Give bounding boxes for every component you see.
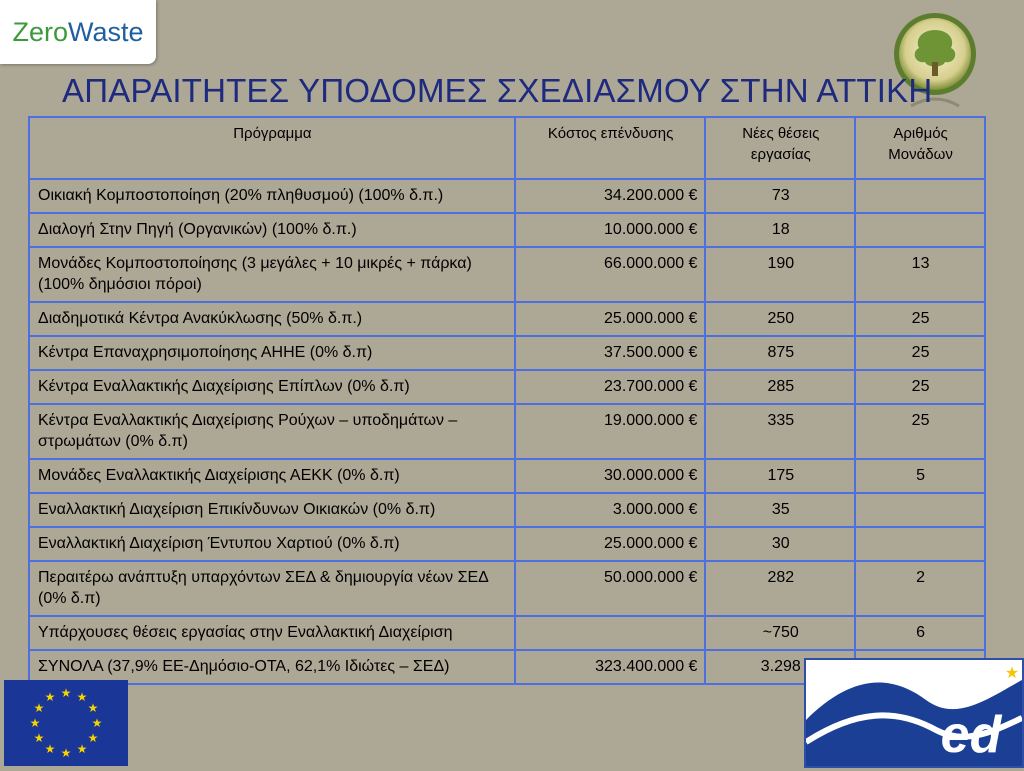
cell-cost: 19.000.000 € [515,404,706,459]
logo-zero-text: Zero [12,16,68,47]
cell-jobs: 73 [705,179,855,213]
cell-units: 25 [855,302,985,336]
med-logo-text: ed [940,706,1002,764]
svg-text:★: ★ [60,686,72,700]
table-row [29,561,985,616]
cell-units: 6 [855,616,985,650]
table-row [29,336,985,370]
svg-text:★: ★ [1004,663,1020,682]
table-row [29,404,985,459]
infrastructure-table [28,116,986,685]
cell-program: Κέντρα Εναλλακτικής Διαχείρισης Ρούχων – υποδημάτων – στρωμάτων (0% δ.π) [29,404,515,459]
header-program: Πρόγραμμα [29,117,515,179]
cell-units [855,213,985,247]
cell-cost: 66.000.000 € [515,247,706,302]
cell-cost: 37.500.000 € [515,336,706,370]
cell-program: ΣΥΝΟΛΑ (37,9% ΕΕ-Δημόσιο-ΟΤΑ, 62,1% Ιδιώτες – ΣΕΔ) [29,650,515,684]
cell-units: 25 [855,370,985,404]
cell-jobs: 3.298 [705,650,855,684]
header-units: Αριθμός Μονάδων [855,117,985,179]
cell-cost: 50.000.000 € [515,561,706,616]
table-row [29,302,985,336]
cell-program: Εναλλακτική Διαχείριση Έντυπου Χαρτιού (0% δ.π) [29,527,515,561]
svg-text:★: ★ [76,742,88,756]
cell-program: Κέντρα Επαναχρησιμοποίησης ΑΗΗΕ (0% δ.π) [29,336,515,370]
cell-cost [515,616,706,650]
cell-cost: 10.000.000 € [515,213,706,247]
cell-jobs: 285 [705,370,855,404]
svg-text:★: ★ [91,716,103,730]
cell-program: Κέντρα Εναλλακτικής Διαχείρισης Επίπλων (0% δ.π) [29,370,515,404]
svg-text:★: ★ [33,731,45,745]
svg-text:★: ★ [60,746,72,760]
svg-text:★: ★ [44,690,56,704]
eu-flag-icon [4,680,128,766]
cell-program: Διαδημοτικά Κέντρα Ανακύκλωσης (50% δ.π.) [29,302,515,336]
cell-cost: 323.400.000 € [515,650,706,684]
cell-units: 25 [855,336,985,370]
eu-stars-icon [4,680,128,766]
svg-text:★: ★ [44,742,56,756]
cell-program: Εναλλακτική Διαχείριση Επικίνδυνων Οικιακών (0% δ.π) [29,493,515,527]
header-jobs: Νέες θέσεις εργασίας [705,117,855,179]
table-row [29,213,985,247]
table-row [29,527,985,561]
table-row [29,247,985,302]
med-wave-icon [806,660,1022,766]
cell-units: 2 [855,561,985,616]
cell-cost: 25.000.000 € [515,527,706,561]
svg-text:★: ★ [87,701,99,715]
cell-program: Διαλογή Στην Πηγή (Οργανικών) (100% δ.π.) [29,213,515,247]
cell-units [855,179,985,213]
cell-cost: 30.000.000 € [515,459,706,493]
cell-units: 25 [855,404,985,459]
cell-jobs: 35 [705,493,855,527]
table-row [29,370,985,404]
cell-jobs: 250 [705,302,855,336]
table-row [29,616,985,650]
cell-program: Μονάδες Εναλλακτικής Διαχείρισης ΑΕΚΚ (0% δ.π) [29,459,515,493]
svg-text:★: ★ [76,690,88,704]
cell-jobs: 875 [705,336,855,370]
med-programme-logo [804,658,1024,768]
cell-cost: 34.200.000 € [515,179,706,213]
cell-jobs: 18 [705,213,855,247]
cell-units: 13 [855,247,985,302]
cell-program: Υπάρχουσες θέσεις εργασίας στην Εναλλακτική Διαχείριση [29,616,515,650]
cell-program: Περαιτέρω ανάπτυξη υπαρχόντων ΣΕΔ & δημιουργία νέων ΣΕΔ (0% δ.π) [29,561,515,616]
table-row [29,179,985,213]
cell-cost: 3.000.000 € [515,493,706,527]
cell-program: Οικιακή Κομποστοποίηση (20% πληθυσμού) (100% δ.π.) [29,179,515,213]
cell-jobs: 282 [705,561,855,616]
header-cost: Κόστος επένδυσης [515,117,706,179]
svg-text:★: ★ [29,716,41,730]
cell-units [855,493,985,527]
cell-program: Μονάδες Κομποστοποίησης (3 μεγάλες + 10 μικρές + πάρκα) (100% δημόσιοι πόροι) [29,247,515,302]
cell-cost: 23.700.000 € [515,370,706,404]
table-row [29,493,985,527]
cell-cost: 25.000.000 € [515,302,706,336]
svg-text:★: ★ [33,701,45,715]
page-title: ΑΠΑΡΑΙΤΗΤΕΣ ΥΠΟΔΟΜΕΣ ΣΧΕΔΙΑΣΜΟΥ ΣΤΗΝ ΑΤΤΙΚΗ [62,72,933,109]
cell-jobs: 175 [705,459,855,493]
cell-units: 5 [855,459,985,493]
cell-jobs: 335 [705,404,855,459]
table-header-row [29,117,985,179]
svg-text:★: ★ [87,731,99,745]
zerowaste-logo [0,0,156,64]
cell-jobs: 30 [705,527,855,561]
cell-jobs: 190 [705,247,855,302]
cell-jobs: ~750 [705,616,855,650]
cell-units [855,527,985,561]
table-row [29,459,985,493]
logo-waste-text: Waste [68,16,144,47]
